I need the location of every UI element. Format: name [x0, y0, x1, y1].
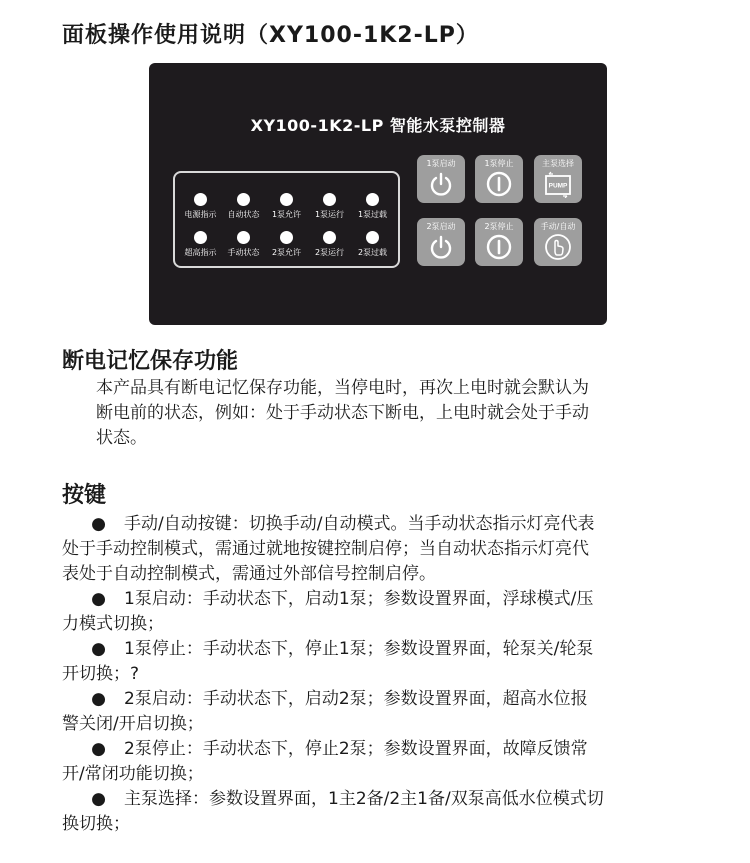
led-auto [222, 193, 265, 220]
item-text: 2泵启动：手动状态下，启动2泵；参数设置界面，超高水位报 [124, 689, 588, 709]
memory-heading: 断电记忆保存功能 [62, 349, 239, 374]
led-label: 电源指示 [184, 210, 217, 219]
document-title: 面板操作使用说明（XY100-1K2-LP） [62, 23, 479, 48]
text-line [62, 687, 702, 712]
indicator-row-1 [175, 193, 398, 220]
bullet: ● [91, 589, 106, 609]
main-pump-select-key[interactable] [534, 155, 582, 203]
list-item [62, 787, 702, 837]
led-pump1-run [308, 193, 351, 220]
stop-icon [485, 233, 513, 261]
led-dot [194, 193, 207, 206]
text-line [62, 637, 702, 662]
led-dot [366, 231, 379, 244]
pump2-start-key[interactable] [417, 218, 465, 266]
led-label: 2泵运行 [314, 248, 345, 257]
key-label: 主泵选择 [542, 159, 574, 168]
led-label: 1泵允许 [271, 210, 302, 219]
led-manual [222, 231, 265, 258]
led-pump1-overload [351, 193, 394, 220]
led-overhigh [179, 231, 222, 258]
list-item [62, 737, 702, 787]
panel-title: XY100-1K2-LP 智能水泵控制器 [250, 116, 506, 135]
item-text: 2泵停止：手动状态下，停止2泵；参数设置界面，故障反馈常 [124, 739, 588, 759]
text-line: 力模式切换； [62, 614, 164, 634]
led-dot [323, 231, 336, 244]
bullet: ● [91, 689, 106, 709]
bullet: ● [91, 739, 106, 759]
text-line [62, 737, 702, 762]
text-line: 本产品具有断电记忆保存功能，当停电时，再次上电时就会默认为 [96, 378, 589, 398]
key-label: 2泵停止 [484, 222, 514, 231]
led-pump2-run [308, 231, 351, 258]
key-label: 1泵启动 [426, 159, 456, 168]
control-panel [149, 63, 607, 325]
led-dot [237, 193, 250, 206]
text-line: 换切换； [62, 814, 130, 834]
led-dot [280, 231, 293, 244]
led-dot [366, 193, 379, 206]
led-dot [237, 231, 250, 244]
led-label: 2泵允许 [271, 248, 302, 257]
key-label: 1泵停止 [484, 159, 514, 168]
memory-paragraph [96, 376, 736, 451]
led-pump2-allow [265, 231, 308, 258]
pump1-stop-key[interactable] [475, 155, 523, 203]
text-line: 表处于自动控制模式，需通过外部信号控制启停。 [62, 564, 436, 584]
pump2-stop-key[interactable] [475, 218, 523, 266]
text-line: 警关闭/开启切换； [62, 714, 204, 734]
pump1-start-key[interactable] [417, 155, 465, 203]
led-label: 手动状态 [227, 248, 260, 257]
led-label: 1泵运行 [314, 210, 345, 219]
item-text: 1泵启动：手动状态下，启动1泵；参数设置界面，浮球模式/压 [124, 589, 594, 609]
text-line: 开切换；? [62, 664, 140, 684]
item-text: 主泵选择：参数设置界面，1主2备/2主1备/双泵高低水位模式切 [124, 789, 604, 809]
text-line [62, 512, 702, 537]
pump-icon-text: PUMP [548, 182, 568, 190]
pump-switch-icon [544, 170, 572, 198]
list-item [62, 512, 702, 587]
stop-icon [485, 170, 513, 198]
keys-heading: 按键 [62, 483, 107, 508]
hand-icon [544, 233, 572, 261]
led-label: 1泵过载 [357, 210, 388, 219]
led-label: 自动状态 [227, 210, 260, 219]
power-icon [427, 233, 455, 261]
bullet: ● [91, 789, 106, 809]
text-line [62, 587, 702, 612]
list-item [62, 637, 702, 687]
led-pump2-overload [351, 231, 394, 258]
led-label: 2泵过载 [357, 248, 388, 257]
text-line: 处于手动控制模式，需通过就地按键控制启停；当自动状态指示灯亮代 [62, 539, 589, 559]
text-line [62, 787, 702, 812]
led-dot [194, 231, 207, 244]
text-line: 状态。 [96, 428, 147, 448]
list-item [62, 687, 702, 737]
indicator-row-2 [175, 231, 398, 258]
power-icon [427, 170, 455, 198]
led-label: 超高指示 [184, 248, 217, 257]
key-label: 手动/自动 [540, 222, 576, 231]
item-text: 手动/自动按键：切换手动/自动模式。当手动状态指示灯亮代表 [124, 514, 595, 534]
led-dot [323, 193, 336, 206]
led-pump1-allow [265, 193, 308, 220]
led-power [179, 193, 222, 220]
bullet: ● [91, 514, 106, 534]
text-line: 断电前的状态，例如：处于手动状态下断电，上电时就会处于手动 [96, 403, 589, 423]
text-line: 开/常闭功能切换； [62, 764, 204, 784]
key-label: 2泵启动 [426, 222, 456, 231]
item-text: 1泵停止：手动状态下，停止1泵；参数设置界面，轮泵关/轮泵 [124, 639, 594, 659]
list-item [62, 587, 702, 637]
indicator-box [173, 171, 400, 268]
bullet: ● [91, 639, 106, 659]
keys-list [62, 512, 702, 837]
led-dot [280, 193, 293, 206]
manual-auto-key[interactable] [534, 218, 582, 266]
